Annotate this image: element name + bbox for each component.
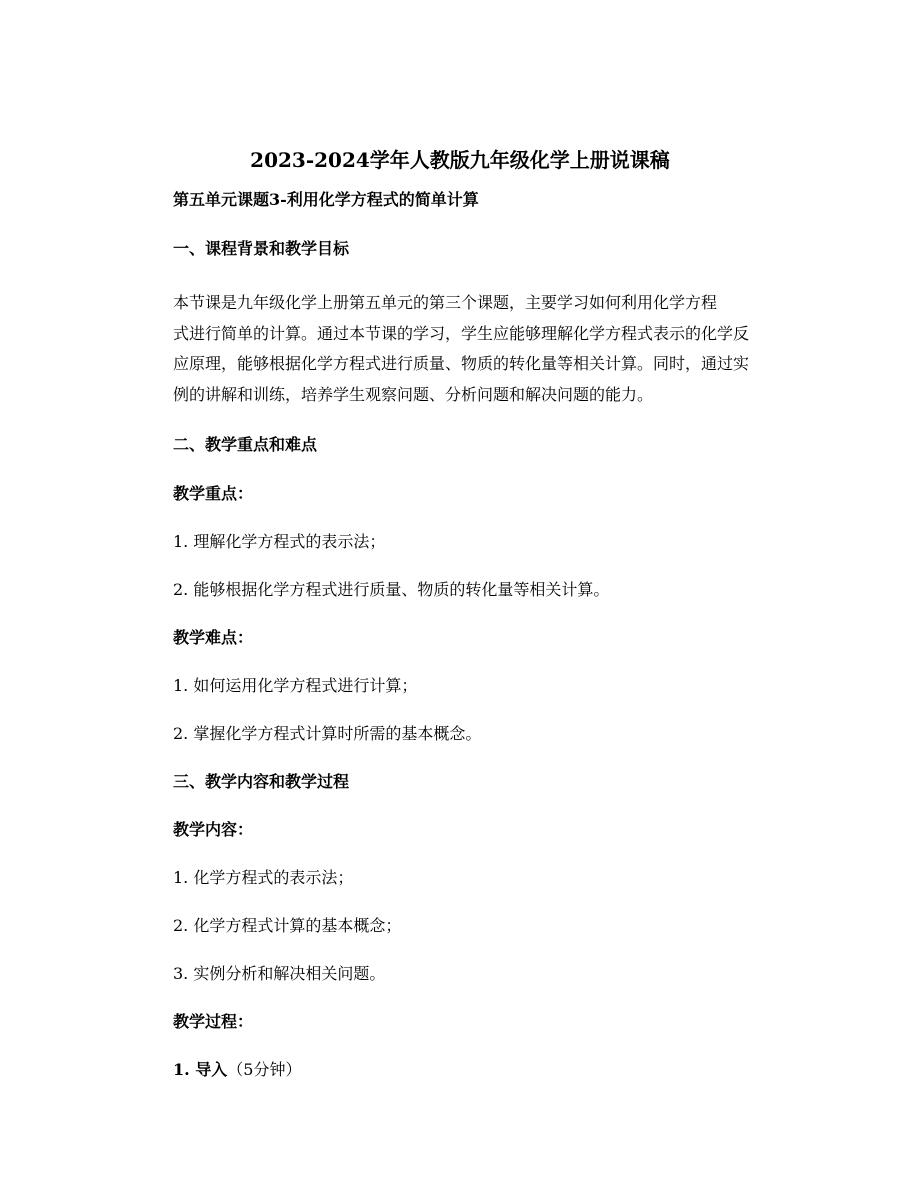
process-step bbox=[173, 1060, 782, 1080]
paragraph-line: 式进行简单的计算。通过本节课的学习，学生应能够理解化学方程式表示的化学反 bbox=[173, 323, 750, 343]
content-label: 教学内容： bbox=[173, 820, 254, 839]
section3-heading: 三、教学内容和教学过程 bbox=[173, 772, 350, 791]
section1-paragraph bbox=[173, 288, 782, 410]
document-title: 2023-2024学年人教版九年级化学上册说课稿 bbox=[250, 148, 670, 172]
content-item: 1. 化学方程式的表示法； bbox=[173, 868, 354, 887]
section2-heading: 二、教学重点和难点 bbox=[173, 435, 318, 454]
paragraph-line: 例的讲解和训练，培养学生观察问题、分析问题和解决问题的能力。 bbox=[173, 384, 654, 404]
document-subtitle: 第五单元课题3-利用化学方程式的简单计算 bbox=[173, 190, 479, 209]
difficulties-label: 教学难点： bbox=[173, 628, 254, 647]
key-point-item: 2. 能够根据化学方程式进行质量、物质的转化量等相关计算。 bbox=[173, 580, 610, 599]
paragraph-line: 应原理，能够根据化学方程式进行质量、物质的转化量等相关计算。同时，通过实 bbox=[173, 354, 750, 373]
difficulty-item: 2. 掌握化学方程式计算时所需的基本概念。 bbox=[173, 724, 482, 743]
content-item: 3. 实例分析和解决相关问题。 bbox=[173, 964, 386, 983]
section1-heading: 一、课程背景和教学目标 bbox=[173, 239, 350, 258]
process-label: 教学过程： bbox=[173, 1012, 254, 1031]
process-step-label: 1. 导入 bbox=[173, 1060, 228, 1079]
paragraph-line: 本节课是九年级化学上册第五单元的第三个课题，主要学习如何利用化学方程 bbox=[173, 293, 718, 312]
key-point-item: 1. 理解化学方程式的表示法； bbox=[173, 532, 386, 551]
process-step-time: （5分钟） bbox=[227, 1060, 302, 1079]
key-points-label: 教学重点： bbox=[173, 484, 254, 503]
difficulty-item: 1. 如何运用化学方程式进行计算； bbox=[173, 676, 418, 695]
content-item: 2. 化学方程式计算的基本概念； bbox=[173, 916, 402, 935]
